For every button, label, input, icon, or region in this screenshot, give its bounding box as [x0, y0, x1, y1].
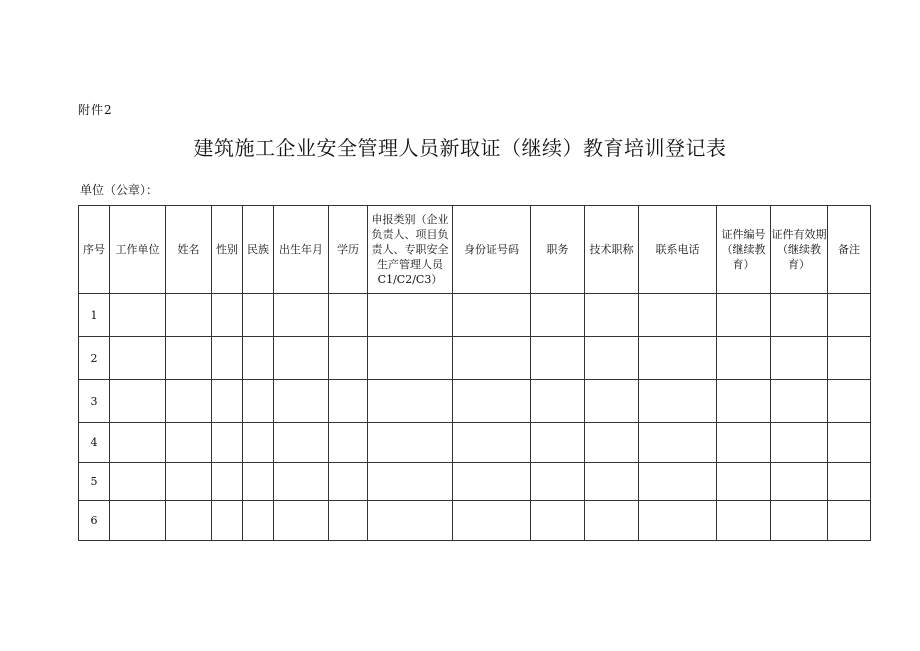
gender-cell[interactable] [212, 463, 243, 501]
col-header-ethnicity: 民族 [243, 206, 274, 294]
gender-cell[interactable] [212, 501, 243, 541]
page-title: 建筑施工企业安全管理人员新取证（继续）教育培训登记表 [193, 136, 727, 160]
row-serial-cell: 4 [79, 423, 110, 463]
row-serial-cell: 5 [79, 463, 110, 501]
position-cell[interactable] [531, 423, 585, 463]
id-number-cell[interactable] [453, 337, 531, 380]
certificate-number-cell[interactable] [717, 501, 771, 541]
certificate-validity-cell[interactable] [771, 501, 828, 541]
unit-seal-label: 单位（公章）： [80, 183, 159, 197]
table-row [79, 294, 871, 337]
education-cell[interactable] [329, 380, 368, 423]
technical-title-cell[interactable] [585, 294, 639, 337]
ethnicity-cell[interactable] [243, 294, 274, 337]
technical-title-cell[interactable] [585, 463, 639, 501]
table-row [79, 337, 871, 380]
ethnicity-cell[interactable] [243, 463, 274, 501]
education-cell[interactable] [329, 294, 368, 337]
ethnicity-cell[interactable] [243, 501, 274, 541]
id-number-cell[interactable] [453, 501, 531, 541]
id-number-cell[interactable] [453, 463, 531, 501]
row-serial-cell: 3 [79, 380, 110, 423]
certificate-validity-cell[interactable] [771, 423, 828, 463]
col-header-id-number: 身份证号码 [453, 206, 531, 294]
remarks-cell[interactable] [828, 380, 871, 423]
education-cell[interactable] [329, 423, 368, 463]
col-header-phone: 联系电话 [639, 206, 717, 294]
certificate-validity-cell[interactable] [771, 463, 828, 501]
id-number-cell[interactable] [453, 423, 531, 463]
work-unit-cell[interactable] [110, 294, 166, 337]
application-category-cell[interactable] [368, 294, 453, 337]
application-category-cell[interactable] [368, 337, 453, 380]
certificate-number-cell[interactable] [717, 337, 771, 380]
col-header-technical-title: 技术职称 [585, 206, 639, 294]
certificate-number-cell[interactable] [717, 294, 771, 337]
remarks-cell[interactable] [828, 501, 871, 541]
remarks-cell[interactable] [828, 294, 871, 337]
row-serial-cell: 1 [79, 294, 110, 337]
birth-date-cell[interactable] [274, 501, 329, 541]
registration-table [78, 205, 871, 541]
col-header-remarks: 备注 [828, 206, 871, 294]
phone-cell[interactable] [639, 337, 717, 380]
table-row [79, 463, 871, 501]
col-header-education: 学历 [329, 206, 368, 294]
attachment-label: 附件2 [78, 103, 113, 117]
phone-cell[interactable] [639, 294, 717, 337]
gender-cell[interactable] [212, 337, 243, 380]
birth-date-cell[interactable] [274, 423, 329, 463]
phone-cell[interactable] [639, 463, 717, 501]
remarks-cell[interactable] [828, 463, 871, 501]
position-cell[interactable] [531, 501, 585, 541]
certificate-number-cell[interactable] [717, 380, 771, 423]
ethnicity-cell[interactable] [243, 423, 274, 463]
certificate-validity-cell[interactable] [771, 380, 828, 423]
remarks-cell[interactable] [828, 423, 871, 463]
application-category-cell[interactable] [368, 501, 453, 541]
position-cell[interactable] [531, 337, 585, 380]
position-cell[interactable] [531, 380, 585, 423]
row-serial-cell: 2 [79, 337, 110, 380]
birth-date-cell[interactable] [274, 380, 329, 423]
table-row [79, 501, 871, 541]
education-cell[interactable] [329, 501, 368, 541]
gender-cell[interactable] [212, 294, 243, 337]
id-number-cell[interactable] [453, 380, 531, 423]
technical-title-cell[interactable] [585, 380, 639, 423]
work-unit-cell[interactable] [110, 423, 166, 463]
col-header-certificate-number: 证件编号（继续教育） [717, 206, 771, 294]
education-cell[interactable] [329, 337, 368, 380]
certificate-number-cell[interactable] [717, 463, 771, 501]
col-header-position: 职务 [531, 206, 585, 294]
application-category-cell[interactable] [368, 380, 453, 423]
col-header-gender: 性别 [212, 206, 243, 294]
row-serial-cell: 6 [79, 501, 110, 541]
birth-date-cell[interactable] [274, 337, 329, 380]
gender-cell[interactable] [212, 423, 243, 463]
application-category-cell[interactable] [368, 463, 453, 501]
id-number-cell[interactable] [453, 294, 531, 337]
work-unit-cell[interactable] [110, 463, 166, 501]
birth-date-cell[interactable] [274, 463, 329, 501]
ethnicity-cell[interactable] [243, 380, 274, 423]
phone-cell[interactable] [639, 501, 717, 541]
phone-cell[interactable] [639, 423, 717, 463]
col-header-work-unit: 工作单位 [110, 206, 166, 294]
technical-title-cell[interactable] [585, 501, 639, 541]
education-cell[interactable] [329, 463, 368, 501]
name-cell[interactable] [166, 423, 212, 463]
name-cell[interactable] [166, 294, 212, 337]
name-cell[interactable] [166, 501, 212, 541]
certificate-validity-cell[interactable] [771, 337, 828, 380]
birth-date-cell[interactable] [274, 294, 329, 337]
certificate-number-cell[interactable] [717, 423, 771, 463]
work-unit-cell[interactable] [110, 337, 166, 380]
work-unit-cell[interactable] [110, 380, 166, 423]
technical-title-cell[interactable] [585, 423, 639, 463]
col-header-serial: 序号 [79, 206, 110, 294]
table-header-row [79, 206, 871, 294]
col-header-certificate-validity: 证件有效期（继续教育） [771, 206, 828, 294]
position-cell[interactable] [531, 463, 585, 501]
name-cell[interactable] [166, 380, 212, 423]
work-unit-cell[interactable] [110, 501, 166, 541]
name-cell[interactable] [166, 337, 212, 380]
phone-cell[interactable] [639, 380, 717, 423]
remarks-cell[interactable] [828, 337, 871, 380]
name-cell[interactable] [166, 463, 212, 501]
certificate-validity-cell[interactable] [771, 294, 828, 337]
ethnicity-cell[interactable] [243, 337, 274, 380]
position-cell[interactable] [531, 294, 585, 337]
table-row [79, 380, 871, 423]
col-header-name: 姓名 [166, 206, 212, 294]
technical-title-cell[interactable] [585, 337, 639, 380]
col-header-birth-date: 出生年月 [274, 206, 329, 294]
col-header-application-category: 申报类别（企业负责人、项目负责人、专职安全生产管理人员C1/C2/C3） [368, 206, 453, 294]
gender-cell[interactable] [212, 380, 243, 423]
application-category-cell[interactable] [368, 423, 453, 463]
table-row [79, 423, 871, 463]
